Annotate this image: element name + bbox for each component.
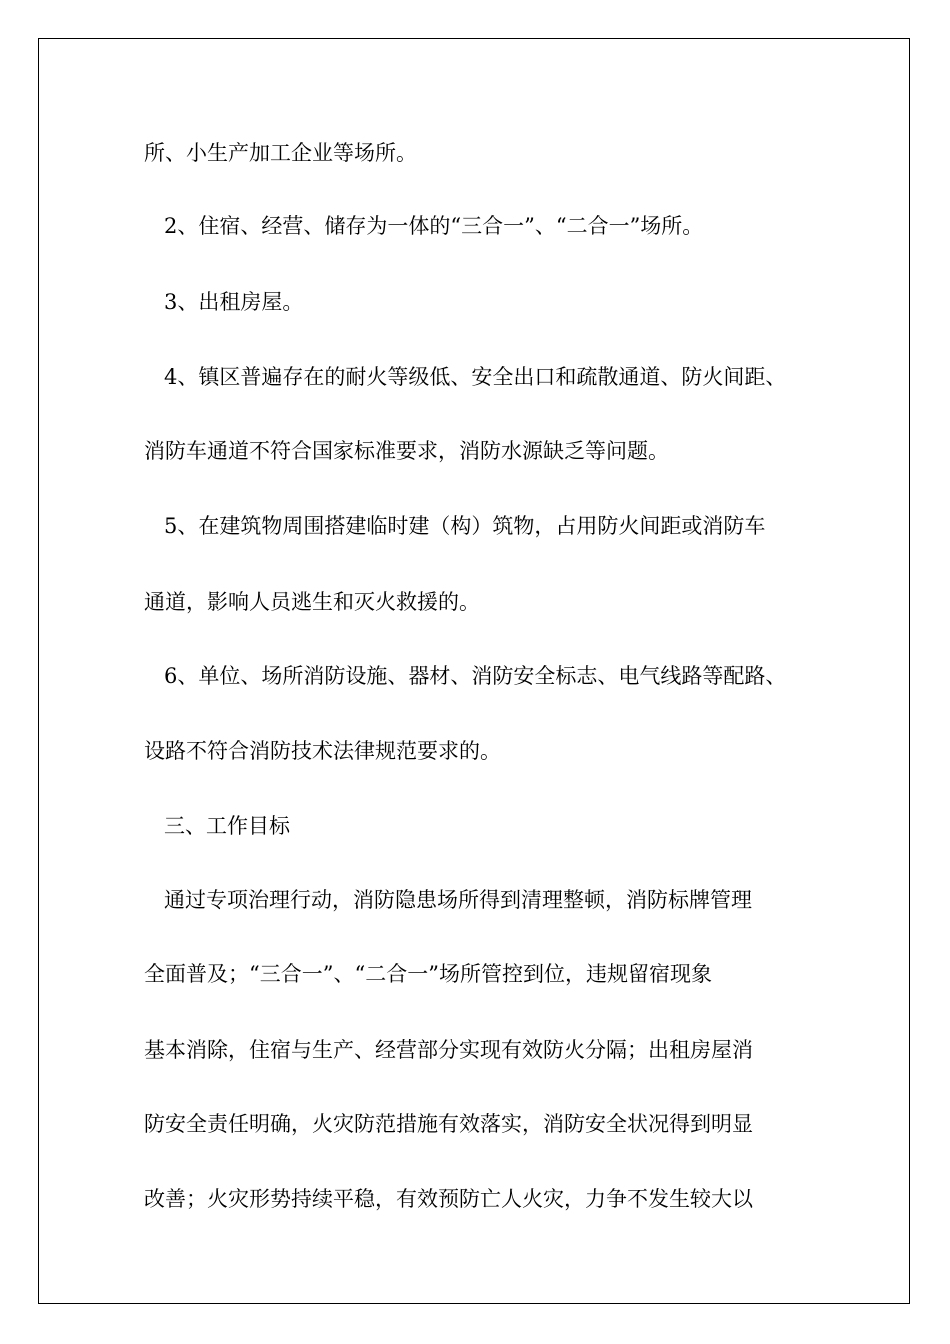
paragraph-line: 所、小生产加工企业等场所。 [144,141,417,165]
paragraph-line: 通道，影响人员逃生和灭火救援的。 [144,590,480,614]
paragraph-line: 通过专项治理行动，消防隐患场所得到清理整顿，消防标牌管理 [164,888,752,912]
paragraph-line: 防安全责任明确，火灾防范措施有效落实，消防安全状况得到明显 [144,1112,753,1136]
list-item-6: 6、单位、场所消防设施、器材、消防安全标志、电气线路等配路、 [164,664,787,688]
list-item-2: 2、住宿、经营、储存为一体的“三合一”、“二合一”场所。 [164,214,704,238]
list-item-4: 4、镇区普遍存在的耐火等级低、安全出口和疏散通道、防火间距、 [164,365,787,389]
paragraph-line: 消防车通道不符合国家标准要求，消防水源缺乏等问题。 [144,439,669,463]
paragraph-line: 基本消除，住宿与生产、经营部分实现有效防火分隔；出租房屋消 [144,1038,753,1062]
section-heading: 三、工作目标 [164,814,290,838]
paragraph-line: 改善；火灾形势持续平稳，有效预防亡人火灾，力争不发生较大以 [144,1187,753,1211]
list-item-5: 5、在建筑物周围搭建临时建（构）筑物，占用防火间距或消防车 [164,514,766,538]
paragraph-line: 全面普及；“三合一”、“二合一”场所管控到位，违规留宿现象 [144,962,712,986]
paragraph-line: 设路不符合消防技术法律规范要求的。 [144,739,501,763]
list-item-3: 3、出租房屋。 [164,290,304,314]
